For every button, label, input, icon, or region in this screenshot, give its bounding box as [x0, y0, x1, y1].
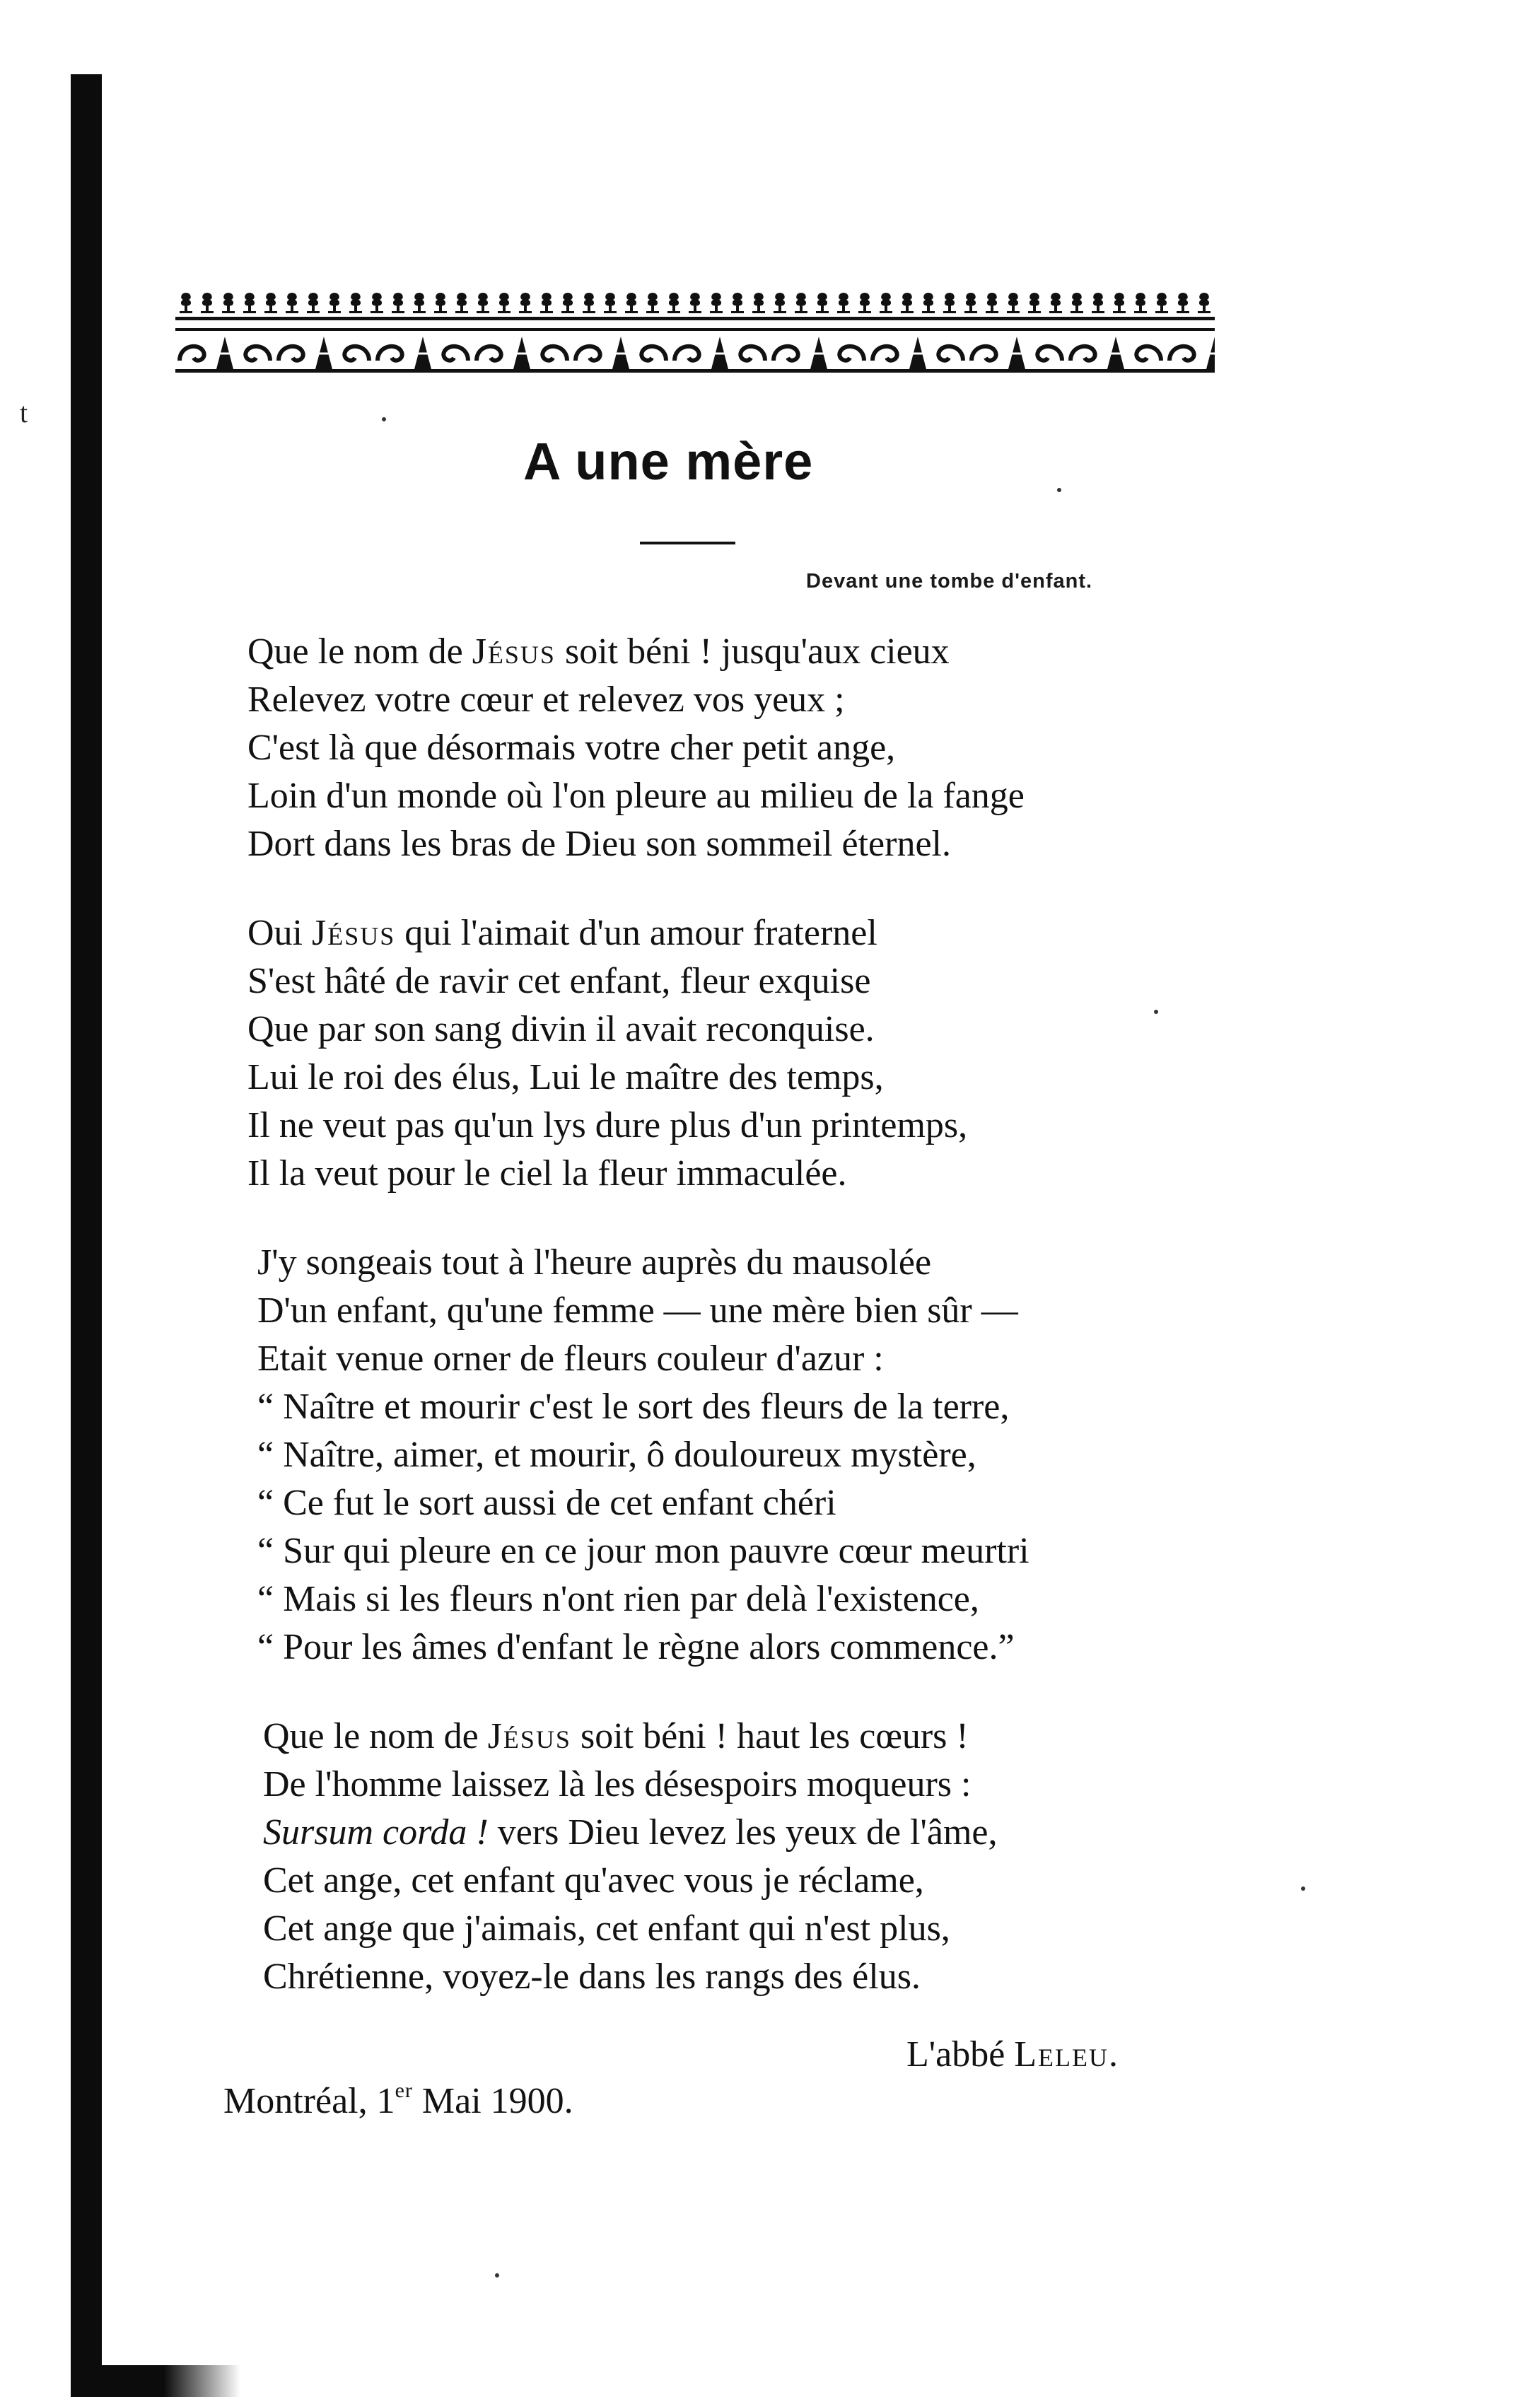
stanza-4	[247, 1713, 1237, 2001]
date-day: 1	[376, 2081, 395, 2121]
date-ordinal: er	[395, 2079, 413, 2102]
verse-line: S'est hâté de ravir cet enfant, fleur exquise	[247, 961, 871, 1001]
verse-line: Il la veut pour le ciel la fleur immaculée.	[247, 1153, 847, 1194]
date-rest: Mai 1900.	[412, 2081, 573, 2121]
print-speck	[1301, 1886, 1305, 1891]
decorative-border-ornament	[175, 290, 1215, 382]
margin-mark: t	[20, 397, 28, 428]
verse-line: Cet ange que j'aimais, cet enfant qui n'est plus,	[263, 1908, 950, 1949]
stanza-2	[247, 909, 1237, 1198]
verse-line: “ Naître et mourir c'est le sort des fleurs de la terre,	[257, 1387, 1010, 1427]
print-speck	[495, 2273, 499, 2278]
verse-line: “ Pour les âmes d'enfant le règne alors commence.”	[257, 1627, 1015, 1667]
stanza-1	[247, 628, 1237, 868]
verse-line: Dort dans les bras de Dieu son sommeil éternel.	[247, 824, 951, 864]
print-speck	[382, 417, 386, 421]
verse-line: “ Ce fut le sort aussi de cet enfant chéri	[257, 1483, 836, 1523]
poem-title: A une mère	[523, 432, 814, 491]
signature	[906, 2034, 1119, 2075]
date-place: Montréal,	[223, 2081, 377, 2121]
title-rule	[640, 542, 735, 544]
verse-line: Relevez votre cœur et relevez vos yeux ;	[247, 680, 845, 720]
verse-line: Cet ange, cet enfant qu'avec vous je réclame,	[263, 1860, 924, 1901]
dateline	[223, 2079, 573, 2122]
dedication: Devant une tombe d'enfant.	[806, 570, 1093, 593]
print-speck	[1057, 488, 1061, 492]
verse-line: Que le nom de Jésus soit béni ! haut les cœurs !	[263, 1716, 969, 1756]
verse-line: J'y songeais tout à l'heure auprès du mausolée	[257, 1242, 932, 1283]
verse-line: Oui Jésus qui l'aimait d'un amour fraternel	[247, 913, 877, 953]
signature-prefix: L'abbé	[906, 2034, 1015, 2075]
print-speck	[1154, 1010, 1158, 1014]
verse-line: Chrétienne, voyez-le dans les rangs des élus.	[263, 1956, 921, 1997]
verse-line: Sursum corda ! vers Dieu levez les yeux de l'âme,	[263, 1812, 998, 1853]
binding-strip	[71, 74, 102, 2397]
poem-body	[247, 628, 1237, 2042]
verse-line: “ Naître, aimer, et mourir, ô douloureux mystère,	[257, 1435, 976, 1475]
verse-line: C'est là que désormais votre cher petit ange,	[247, 728, 896, 768]
verse-line: Que par son sang divin il avait reconquise.	[247, 1009, 875, 1049]
verse-line: Il ne veut pas qu'un lys dure plus d'un printemps,	[247, 1105, 968, 1145]
binding-strip-foot	[71, 2365, 240, 2397]
verse-line: Que le nom de Jésus soit béni ! jusqu'aux cieux	[247, 631, 950, 672]
verse-line: Etait venue orner de fleurs couleur d'azur :	[257, 1339, 884, 1379]
verse-line: Lui le roi des élus, Lui le maître des temps,	[247, 1057, 884, 1097]
verse-line: “ Mais si les fleurs n'ont rien par delà l'existence,	[257, 1579, 979, 1619]
verse-line: De l'homme laissez là les désespoirs moqueurs :	[263, 1764, 972, 1804]
author-name: Leleu.	[1014, 2034, 1120, 2075]
verse-line: Loin d'un monde où l'on pleure au milieu de la fange	[247, 776, 1025, 816]
stanza-3	[247, 1239, 1237, 1672]
verse-line: D'un enfant, qu'une femme — une mère bien sûr —	[257, 1290, 1018, 1331]
verse-line: “ Sur qui pleure en ce jour mon pauvre cœur meurtri	[257, 1531, 1029, 1571]
